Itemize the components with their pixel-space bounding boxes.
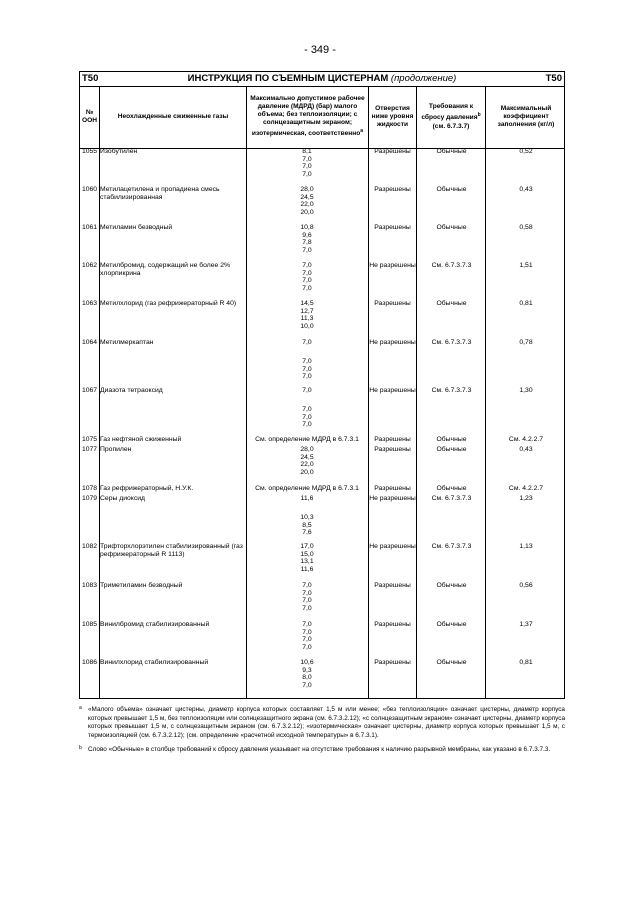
vent-status: Разрешены bbox=[374, 621, 411, 628]
gas-name: Метилхлорид (газ рефрижераторный R 40) bbox=[100, 300, 237, 307]
mdrd-value: 11,6 bbox=[300, 495, 314, 502]
mdrd-value: 7,0 bbox=[302, 358, 312, 365]
fill-coefficient: 0,58 bbox=[519, 224, 533, 231]
col-header-req-text: Требования к сбросу давления bbox=[421, 103, 478, 122]
fill-coefficient: 1,51 bbox=[519, 262, 533, 269]
mdrd-value: 11,3 bbox=[300, 315, 314, 323]
vent-status: Не разрешены bbox=[369, 495, 416, 502]
mdrd-value: 8,5 bbox=[302, 521, 312, 529]
mdrd-value: 7,0 bbox=[302, 262, 312, 269]
fill-coefficient: 0,43 bbox=[519, 446, 533, 453]
fill-coefficient: 1,37 bbox=[519, 621, 533, 628]
mdrd-value: 7,0 bbox=[302, 365, 312, 373]
un-number: 1086 bbox=[81, 659, 98, 666]
un-number: 1063 bbox=[81, 300, 98, 307]
pressure-relief-req: Обычные bbox=[436, 659, 467, 666]
footnote-text: Слово «Обычные» в столбце требований к сбросу давления указывает на отсутствие требования к наличию разрывной мембраны, как указано в 6.7.3.7.3. bbox=[88, 746, 551, 754]
mdrd-value: 7,0 bbox=[302, 155, 312, 163]
mdrd-value: 7,0 bbox=[302, 339, 312, 346]
mdrd-value: 13,1 bbox=[300, 558, 314, 566]
vent-status: Не разрешены bbox=[369, 543, 416, 550]
vent-status: Разрешены bbox=[374, 300, 411, 307]
gas-name: Метиламин безводный bbox=[100, 224, 173, 231]
gas-name: Метилмеркаптан bbox=[100, 339, 154, 346]
vent-status: Разрешены bbox=[374, 446, 411, 453]
mdrd-value: 9,6 bbox=[302, 231, 312, 239]
mdrd-value: 24,5 bbox=[300, 453, 314, 461]
mdrd-value: 10,6 bbox=[300, 659, 314, 666]
un-number: 1064 bbox=[81, 339, 98, 346]
footnote-ref-a: a bbox=[360, 128, 364, 135]
mdrd-value: 7,0 bbox=[302, 597, 312, 605]
fill-coefficient: 0,78 bbox=[519, 339, 533, 346]
mdrd-value: 24,5 bbox=[300, 193, 314, 201]
mdrd-value: 12,7 bbox=[300, 307, 314, 315]
col-header-vent: Отверстия ниже уровня жидкости bbox=[371, 105, 414, 128]
table-title bbox=[80, 73, 564, 84]
instruction-table bbox=[79, 71, 565, 699]
mdrd-value: 28,0 bbox=[300, 186, 314, 193]
fill-coefficient: 1,30 bbox=[519, 387, 533, 394]
vent-status: Разрешены bbox=[374, 582, 411, 589]
fill-coefficient: 1,13 bbox=[519, 543, 533, 550]
col-header-mdrd-text: Максимально допустимое рабочее давление (МДРД) (бар) малого объема; без теплоизоляции; с солнцезащитным экраном; изотермическая, соответственно bbox=[250, 95, 365, 138]
mdrd-value: 10,3 bbox=[300, 514, 314, 521]
mdrd-value: См. определение МДРД в 6.7.3.1 bbox=[255, 485, 359, 492]
gas-name: Триметиламин безводный bbox=[100, 582, 183, 589]
gas-name: Газ нефтяной сжиженный bbox=[100, 436, 182, 443]
vent-status: Разрешены bbox=[374, 224, 411, 231]
mdrd-value: 28,0 bbox=[300, 446, 314, 453]
mdrd-value: 7,0 bbox=[302, 163, 312, 171]
table-title-text: ИНСТРУКЦИЯ ПО СЪЕМНЫМ ЦИСТЕРНАМ bbox=[187, 73, 389, 84]
col-header-mdrd bbox=[247, 87, 368, 147]
footnote bbox=[79, 746, 565, 755]
col-header-req bbox=[417, 87, 485, 147]
col-header-req-ref: (см. 6.7.3.7) bbox=[432, 122, 470, 130]
mdrd-value: 7,0 bbox=[302, 628, 312, 636]
vent-status: Не разрешены bbox=[369, 387, 416, 394]
mdrd-value: 7,0 bbox=[302, 682, 312, 690]
vent-status: Разрешены bbox=[374, 436, 411, 443]
mdrd-value: 8,1 bbox=[302, 148, 312, 155]
mdrd-value: 20,0 bbox=[300, 209, 314, 217]
footnotes bbox=[79, 706, 565, 761]
vent-status: Разрешены bbox=[374, 485, 411, 492]
pressure-relief-req: См. 6.7.3.7.3 bbox=[431, 495, 472, 502]
pressure-relief-req: См. 6.7.3.7.3 bbox=[431, 387, 472, 394]
mdrd-value: 7,0 bbox=[302, 247, 312, 255]
page-number: - 349 - bbox=[304, 44, 336, 56]
pressure-relief-req: Обычные bbox=[436, 300, 467, 307]
fill-coefficient: См. 4.2.2.7 bbox=[508, 485, 544, 492]
pressure-relief-req: Обычные bbox=[436, 621, 467, 628]
mdrd-value: 8,0 bbox=[302, 674, 312, 682]
mdrd-value: 7,0 bbox=[302, 636, 312, 644]
mdrd-value: 7,0 bbox=[302, 582, 312, 589]
pressure-relief-req: Обычные bbox=[436, 148, 467, 155]
mdrd-value: 7,0 bbox=[302, 605, 312, 613]
gas-name: Газ рефрижераторный, Н.У.К. bbox=[100, 485, 194, 492]
fill-coefficient: 0,81 bbox=[519, 659, 533, 666]
un-number: 1082 bbox=[81, 543, 98, 550]
un-number: 1077 bbox=[81, 446, 98, 453]
pressure-relief-req: Обычные bbox=[436, 446, 467, 453]
table-title-bar bbox=[80, 72, 564, 87]
mdrd-value: 10,0 bbox=[300, 323, 314, 331]
vent-status: Не разрешены bbox=[369, 262, 416, 269]
mdrd-value: 20,0 bbox=[300, 469, 314, 477]
pressure-relief-req: Обычные bbox=[436, 582, 467, 589]
col-header-num: № ООН bbox=[81, 109, 98, 124]
fill-coefficient: 0,56 bbox=[519, 582, 533, 589]
footnote-text: «Малого объема» означает цистерны, диаметр корпуса которых составляет 1,5 м или менее; «без теплоизоляции» означает цистерны, диаметр корпуса которых превышает 1,5 м, без теплоизоляции или солнцезащитного экрана (см. 6.7.3.2.12); «с солнцезащитным экраном» означает цистерны, диаметр корпуса которых превышает 1,5 м, с солнцезащитным экраном (см. 6.7.3.2.12); «изотермическая» означает цистерны, диаметр корпуса которых превышает 1,5 м, с термоизоляцией (см. 6.7.3.2.12); (см. определение «расчетной исходной температуры» в 6.7.3.1). bbox=[88, 706, 565, 739]
pressure-relief-req: Обычные bbox=[436, 485, 467, 492]
gas-name: Диазота тетраоксид bbox=[100, 387, 163, 394]
vent-status: Разрешены bbox=[374, 186, 411, 193]
mdrd-value: 7,0 bbox=[302, 413, 312, 421]
gas-name: Пропилен bbox=[100, 446, 132, 453]
un-number: 1067 bbox=[81, 387, 98, 394]
mdrd-value: 14,5 bbox=[300, 300, 314, 307]
mdrd-value: 22,0 bbox=[300, 461, 314, 469]
mdrd-value: 22,0 bbox=[300, 201, 314, 209]
pressure-relief-req: Обычные bbox=[436, 186, 467, 193]
un-number: 1055 bbox=[81, 148, 98, 155]
table-title-note: (продолжение) bbox=[390, 73, 457, 84]
pressure-relief-req: См. 6.7.3.7.3 bbox=[431, 262, 472, 269]
footnote-mark: a bbox=[79, 705, 82, 711]
un-number: 1062 bbox=[81, 262, 98, 269]
col-header-coef: Максимальный коэффициент заполнения (кг/л) bbox=[497, 105, 555, 128]
un-number: 1060 bbox=[81, 186, 98, 193]
un-number: 1079 bbox=[81, 495, 98, 502]
mdrd-value: 7,8 bbox=[302, 239, 312, 247]
mdrd-value: 7,0 bbox=[302, 421, 312, 429]
mdrd-value: 7,0 bbox=[302, 285, 312, 293]
mdrd-value: 11,6 bbox=[300, 566, 314, 574]
mdrd-value: 7,0 bbox=[302, 171, 312, 179]
instruction-code-right: T50 bbox=[545, 73, 562, 84]
pressure-relief-req: Обычные bbox=[436, 224, 467, 231]
vent-status: Не разрешены bbox=[369, 339, 416, 346]
fill-coefficient: 0,52 bbox=[519, 148, 533, 155]
vent-status: Разрешены bbox=[374, 659, 411, 666]
footnote bbox=[79, 706, 565, 740]
mdrd-value: 7,0 bbox=[302, 373, 312, 381]
mdrd-value: 7,0 bbox=[302, 277, 312, 285]
mdrd-value: 7,0 bbox=[302, 269, 312, 277]
mdrd-value: 7,6 bbox=[302, 529, 312, 537]
mdrd-value: 9,3 bbox=[302, 666, 312, 674]
gas-name: Метилбромид, содержащий не более 2% хлорпикрина bbox=[100, 262, 231, 277]
gas-name: Изобутилен bbox=[100, 148, 138, 155]
mdrd-value: 7,0 bbox=[302, 387, 312, 394]
mdrd-value: 15,0 bbox=[300, 550, 314, 558]
fill-coefficient: См. 4.2.2.7 bbox=[508, 436, 544, 443]
mdrd-value: 7,0 bbox=[302, 621, 312, 628]
instruction-code-left: T50 bbox=[82, 73, 99, 84]
mdrd-value: 10,8 bbox=[300, 224, 314, 231]
un-number: 1078 bbox=[81, 485, 98, 492]
mdrd-value: 7,0 bbox=[302, 644, 312, 652]
fill-coefficient: 1,23 bbox=[519, 495, 533, 502]
un-number: 1085 bbox=[81, 621, 98, 628]
mdrd-value: 7,0 bbox=[302, 406, 312, 413]
mdrd-value: 7,0 bbox=[302, 589, 312, 597]
un-number: 1061 bbox=[81, 224, 98, 231]
gas-name: Винилбромид стабилизированный bbox=[100, 621, 210, 628]
mdrd-value: 17,0 bbox=[300, 543, 314, 550]
footnote-mark: b bbox=[79, 745, 82, 752]
mdrd-value: См. определение МДРД в 6.7.3.1 bbox=[255, 436, 359, 443]
pressure-relief-req: См. 6.7.3.7.3 bbox=[431, 543, 472, 550]
un-number: 1083 bbox=[81, 582, 98, 589]
gas-name: Метилацетилена и пропадиена смесь стабилизированная bbox=[100, 186, 220, 201]
vent-status: Разрешены bbox=[374, 148, 411, 155]
col-header-name: Неохлажденные сжиженные газы bbox=[117, 113, 229, 120]
gas-name: Трифторхлорэтилен стабилизированный (газ рефрижераторный R 1113) bbox=[100, 543, 243, 558]
footnote-ref-b: b bbox=[477, 112, 481, 119]
pressure-relief-req: См. 6.7.3.7.3 bbox=[431, 339, 472, 346]
pressure-relief-req: Обычные bbox=[436, 436, 467, 443]
gas-name: Серы диоксид bbox=[100, 495, 145, 502]
fill-coefficient: 0,43 bbox=[519, 186, 533, 193]
fill-coefficient: 0,81 bbox=[519, 300, 533, 307]
gas-name: Винилхлорид стабилизированный bbox=[100, 659, 209, 666]
un-number: 1075 bbox=[81, 436, 98, 443]
